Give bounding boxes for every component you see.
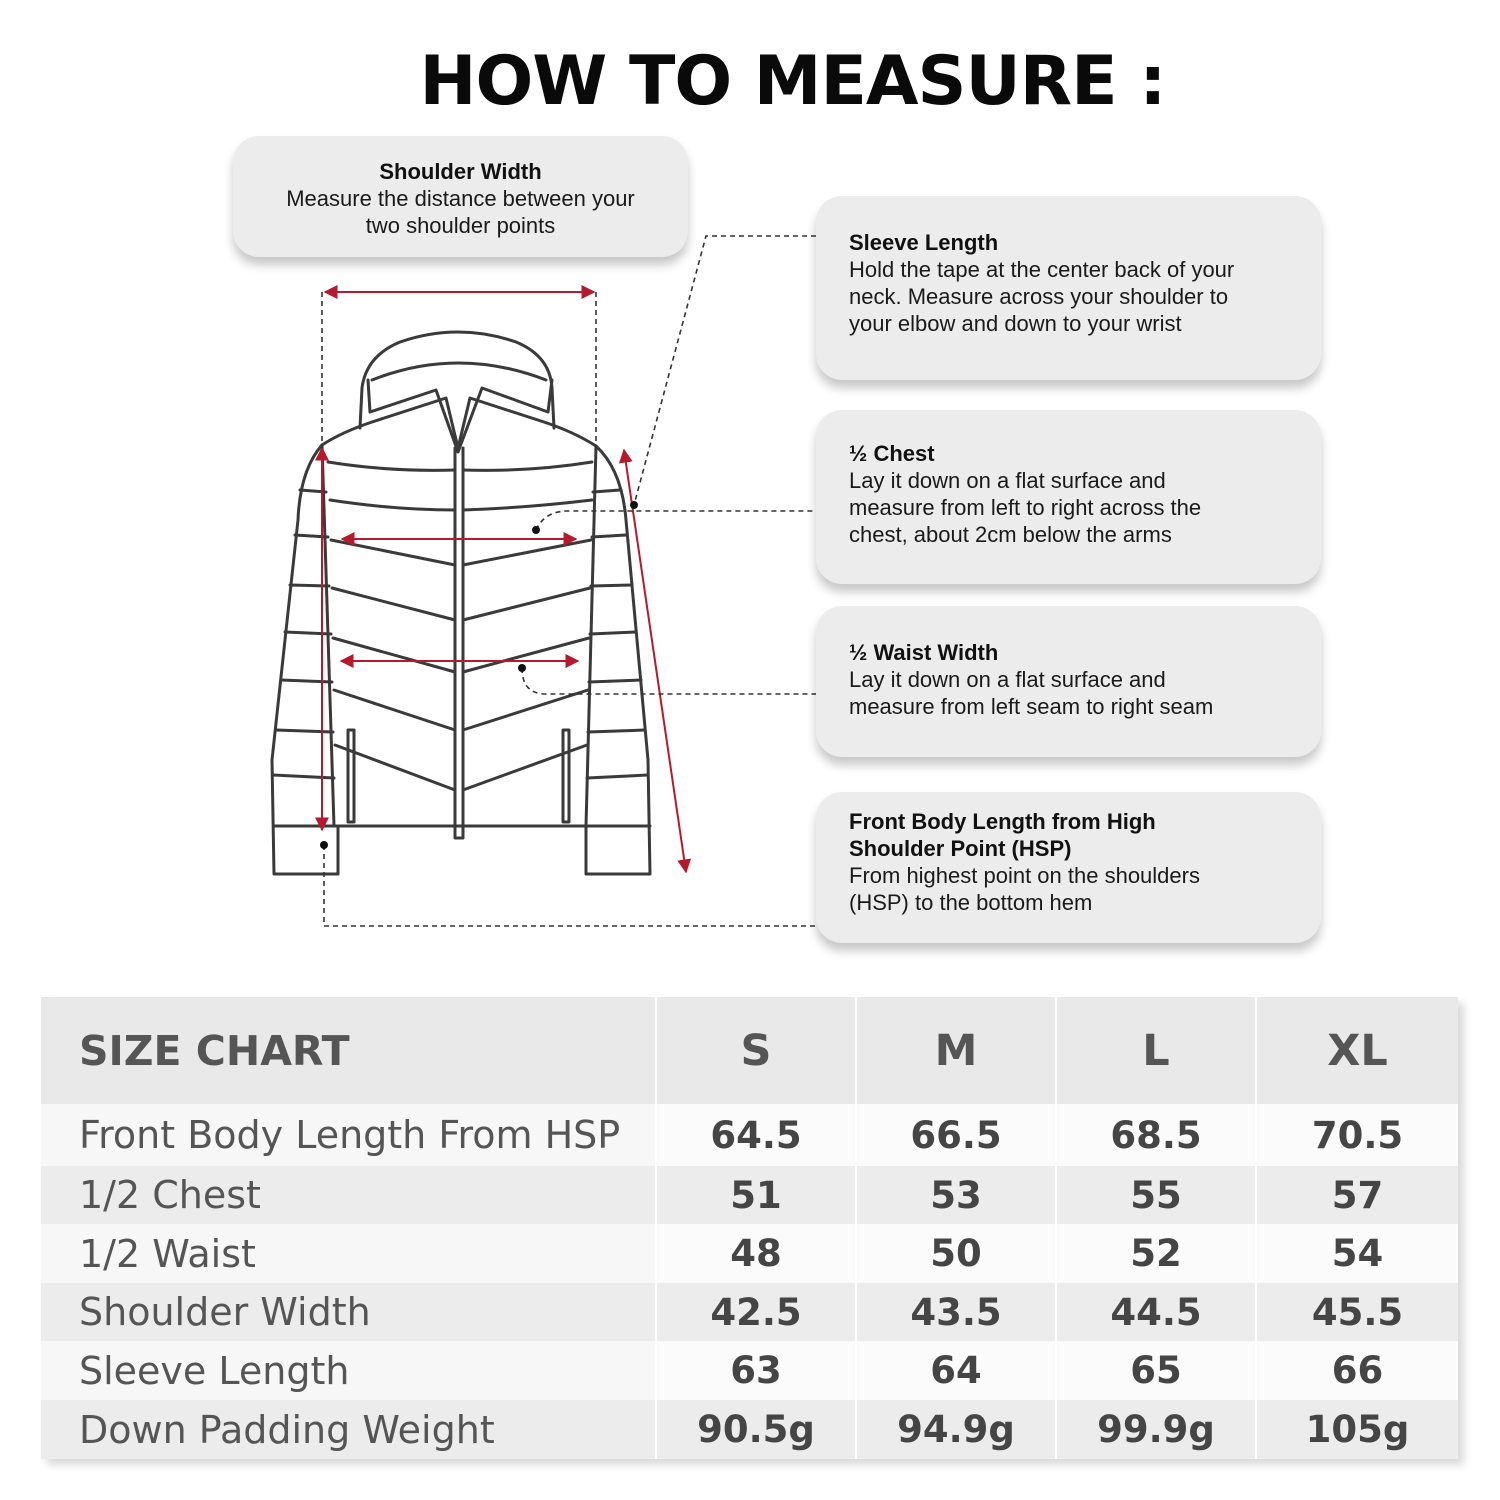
table-cell: 43.5 [855, 1283, 1055, 1341]
table-row [41, 1400, 1458, 1459]
row-label: Down Padding Weight [41, 1400, 655, 1459]
page-title: HOW TO MEASURE : [419, 42, 1166, 121]
card-desc: chest, about 2cm below the arms [849, 522, 1172, 547]
table-row [41, 1166, 1458, 1224]
table-cell: 64.5 [655, 1104, 855, 1166]
sleeve-length-card [816, 196, 1321, 380]
table-header-row [41, 997, 1458, 1104]
size-header: XL [1255, 997, 1458, 1104]
table-cell: 50 [855, 1224, 1055, 1283]
card-title: ½ Chest [849, 441, 935, 466]
card-desc: From highest point on the shoulders [849, 863, 1200, 888]
card-desc: measure from left to right across the [849, 495, 1202, 520]
card-desc: Hold the tape at the center back of your [849, 257, 1235, 282]
table-cell: 53 [855, 1166, 1055, 1224]
table-cell: 99.9g [1055, 1400, 1255, 1459]
card-desc: two shoulder points [365, 213, 556, 238]
table-cell: 44.5 [1055, 1283, 1255, 1341]
table-cell: 66.5 [855, 1104, 1055, 1166]
size-header: S [655, 997, 855, 1104]
card-desc: Lay it down on a flat surface and [849, 667, 1166, 692]
table-cell: 64 [855, 1341, 1055, 1400]
table-cell: 45.5 [1255, 1283, 1458, 1341]
card-desc: your elbow and down to your wrist [849, 311, 1182, 336]
table-cell: 42.5 [655, 1283, 855, 1341]
jacket-outline [272, 332, 650, 874]
table-cell: 51 [655, 1166, 855, 1224]
size-header: L [1055, 997, 1255, 1104]
card-desc: (HSP) to the bottom hem [849, 890, 1093, 915]
table-cell: 63 [655, 1341, 855, 1400]
row-label: Sleeve Length [41, 1341, 655, 1400]
card-desc: Measure the distance between your [286, 186, 635, 211]
table-cell: 66 [1255, 1341, 1458, 1400]
card-title: Front Body Length from High [849, 809, 1156, 834]
row-label: 1/2 Waist [41, 1224, 655, 1283]
table-cell: 48 [655, 1224, 855, 1283]
size-chart-table [41, 997, 1458, 1459]
table-cell: 94.9g [855, 1400, 1055, 1459]
table-cell: 54 [1255, 1224, 1458, 1283]
table-row [41, 1283, 1458, 1341]
table-cell: 55 [1055, 1166, 1255, 1224]
front-body-length-card [816, 792, 1321, 943]
card-title: Shoulder Width [379, 159, 542, 184]
table-cell: 70.5 [1255, 1104, 1458, 1166]
card-title: ½ Waist Width [849, 640, 999, 665]
table-row [41, 1104, 1458, 1166]
size-header: M [855, 997, 1055, 1104]
row-label: Shoulder Width [41, 1283, 655, 1341]
table-row [41, 1224, 1458, 1283]
table-row [41, 1341, 1458, 1400]
table-cell: 65 [1055, 1341, 1255, 1400]
table-cell: 68.5 [1055, 1104, 1255, 1166]
card-desc: neck. Measure across your shoulder to [849, 284, 1229, 309]
card-desc: measure from left seam to right seam [849, 694, 1214, 719]
table-cell: 90.5g [655, 1400, 855, 1459]
half-chest-card [816, 410, 1321, 584]
shoulder-width-card [233, 136, 688, 257]
card-desc: Lay it down on a flat surface and [849, 468, 1166, 493]
table-cell: 52 [1055, 1224, 1255, 1283]
size-chart-heading: SIZE CHART [41, 997, 655, 1104]
row-label: Front Body Length From HSP [41, 1104, 655, 1166]
row-label: 1/2 Chest [41, 1166, 655, 1224]
table-cell: 57 [1255, 1166, 1458, 1224]
card-title: Sleeve Length [849, 230, 999, 255]
half-waist-card [816, 606, 1321, 757]
table-cell: 105g [1255, 1400, 1458, 1459]
card-title: Shoulder Point (HSP) [849, 836, 1072, 861]
